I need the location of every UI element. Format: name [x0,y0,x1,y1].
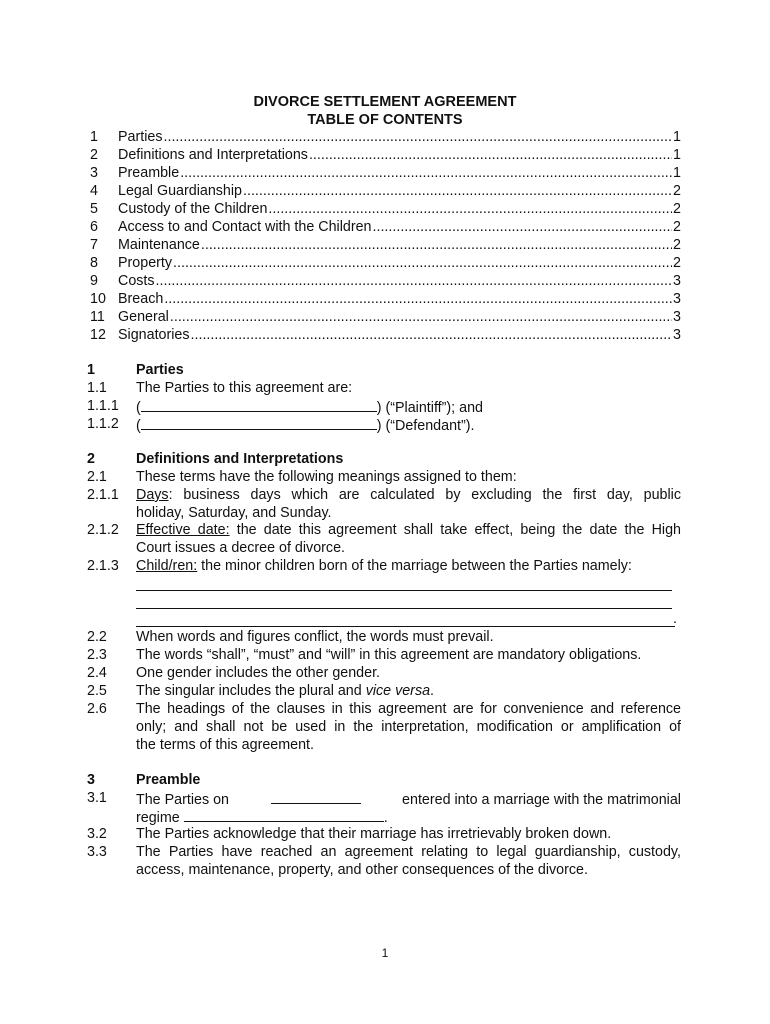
clause: 3.2 The Parties acknowledge that their marriage has irretrievably broken down. [87,826,612,842]
toc-entry[interactable]: 12 Signatories ..... 3 [90,327,681,345]
toc-entry[interactable]: 6 Access to and Contact with the Children ..... 2 [90,219,681,237]
clause-end-period: . [673,611,677,627]
toc-entry[interactable]: 7 Maintenance ..... 2 [90,237,681,255]
children-names-blank-line[interactable] [136,626,675,627]
clause-continuation: access, maintenance, property, and other consequences of the divorce. [136,862,588,878]
clause: 3.1 The Parties on entered into a marriage with the matrimonial [87,790,681,808]
matrimonial-regime-blank[interactable] [184,808,384,822]
clause-continuation: the terms of this agreement. [136,737,314,753]
clause: 2.1.1 Days: business days which are calculated by excluding the first day, public [87,487,681,503]
clause-continuation: only; and shall not be used in the interpretation, modification or amplification of [136,719,681,735]
clause-continuation: regime . [136,810,388,826]
toc-entry[interactable]: 1 Parties ..... 1 [90,129,681,147]
children-names-blank-line[interactable] [136,590,672,591]
clause-continuation: Court issues a decree of divorce. [136,540,345,556]
clause: 1.1 The Parties to this agreement are: [87,380,353,396]
clause: 2.1.3 Child/ren: the minor children born of the marriage between the Parties namely: [87,558,632,574]
clause: 3.3 The Parties have reached an agreement relating to legal guardianship, custody, [87,844,681,860]
children-names-blank-line[interactable] [136,608,672,609]
section-heading: 2 Definitions and Interpretations [87,451,344,467]
toc-entry[interactable]: 5 Custody of the Children ..... 2 [90,201,681,219]
toc-entry[interactable]: 4 Legal Guardianship ..... 2 [90,183,681,201]
toc-entry[interactable]: 9 Costs ..... 3 [90,273,681,291]
clause-continuation: holiday, Saturday, and Sunday. [136,505,332,521]
clause: 2.1 These terms have the following meanings assigned to them: [87,469,517,485]
toc-entry[interactable]: 10 Breach ..... 3 [90,291,681,309]
section-heading: 1 Parties [87,362,184,378]
toc-entry[interactable]: 2 Definitions and Interpretations ..... 1 [90,147,681,165]
clause: 2.6 The headings of the clauses in this agreement are for convenience and reference [87,701,681,717]
clause: 2.5 The singular includes the plural and vice versa. [87,683,435,699]
plaintiff-name-blank[interactable] [141,398,377,412]
toc-heading: TABLE OF CONTENTS [307,112,463,128]
clause: 1.1.1 ( ) (“Plaintiff”); and [87,398,483,416]
marriage-date-blank[interactable] [271,790,361,804]
page-number: 1 [381,946,389,960]
clause: 2.2 When words and figures conflict, the words must prevail. [87,629,494,645]
section-heading: 3 Preamble [87,772,201,788]
clause: 2.1.2 Effective date: the date this agreement shall take effect, being the date the High [87,522,681,538]
clause: 1.1.2 ( ) (“Defendant”). [87,416,475,434]
toc-entry[interactable]: 11 General ..... 3 [90,309,681,327]
defendant-name-blank[interactable] [141,416,377,430]
toc-entry[interactable]: 8 Property ..... 2 [90,255,681,273]
toc-entry[interactable]: 3 Preamble ..... 1 [90,165,681,183]
clause: 2.4 One gender includes the other gender. [87,665,381,681]
clause: 2.3 The words “shall”, “must” and “will” in this agreement are mandatory obligations. [87,647,642,663]
document-title: DIVORCE SETTLEMENT AGREEMENT [253,94,517,110]
